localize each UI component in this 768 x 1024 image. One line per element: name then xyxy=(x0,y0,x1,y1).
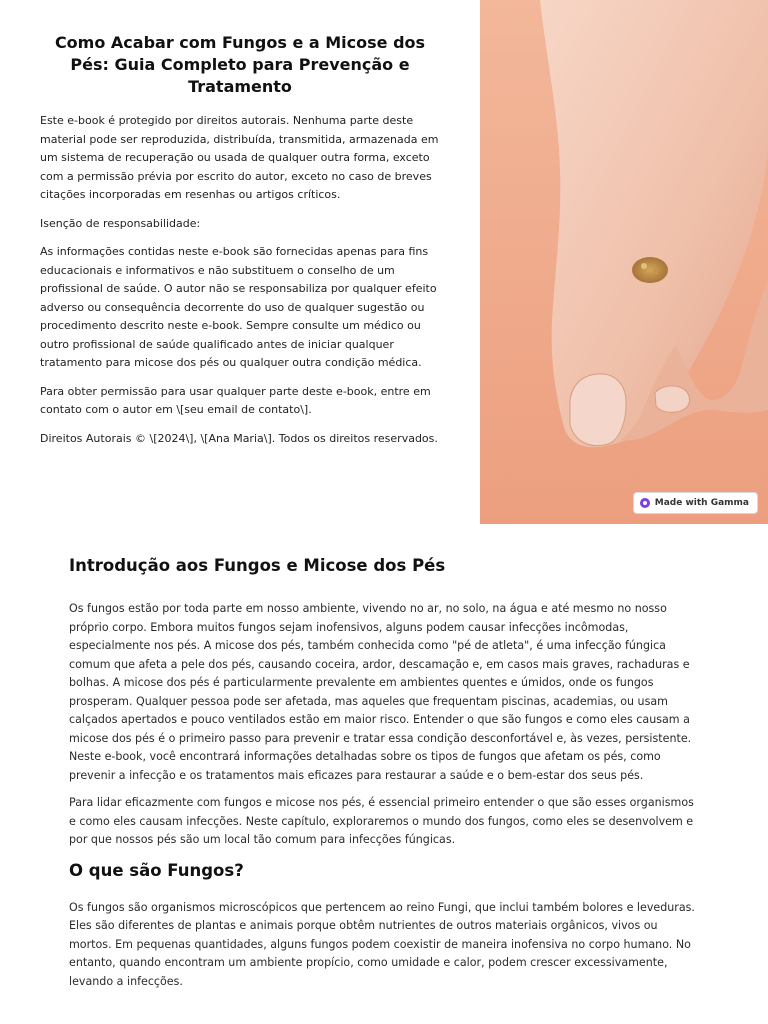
badge-label: Made with Gamma xyxy=(654,498,749,508)
chapter-page xyxy=(0,524,768,1024)
foot-illustration xyxy=(480,0,768,524)
chapter-overview-paragraph: Para lidar eficazmente com fungos e micose nos pés, é essencial primeiro entender o que são esses organismos e como eles causam infecções. Neste capítulo, exploraremos o mundo dos fungos, como eles se desenvolvem e por que nossos pés são um local tão comum para infecções fúngicas. xyxy=(69,796,694,846)
fungi-definition-paragraph: Os fungos são organismos microscópicos que pertencem ao reino Fungi, que inclui também bolores e leveduras. Eles são diferentes de plantas e animais porque obtêm nutrientes de outros materiais orgânicos, vivos ou mortos. Em pequenas quantidades, alguns fungos podem coexistir de maneira inofensiva no corpo humano. No entanto, quando encontram um ambiente propício, como umidade e calor, podem crescer excessivamente, levando a infecções. xyxy=(69,900,695,988)
permission-text: Para obter permissão para usar qualquer parte deste e-book, entre em contato com o autor em \[seu email de contato\]. xyxy=(40,384,431,416)
rights-reserved: Direitos Autorais © \[2024\], \[Ana Maria\]. Todos os direitos reservados. xyxy=(40,431,438,445)
section-heading: O que são Fungos? xyxy=(69,860,244,880)
cover-text-column xyxy=(40,32,440,458)
foot-photo xyxy=(480,0,768,524)
intro-paragraph: Os fungos estão por toda parte em nosso ambiente, vivendo no ar, no solo, na água e até mesmo no nosso próprio corpo. Embora muitos fungos sejam inofensivos, alguns podem causar infecções incômodas, especialmente nos pés. A micose dos pés, também conhecida como "pé de atleta", é uma infecção fúngica comum que afeta a pele dos pés, causando coceira, ardor, descamação e, em casos mais graves, rachaduras e bolhas. A micose dos pés é particularmente prevalente em ambientes quentes e úmidos, onde os fungos prosperam. Qualquer pessoa pode ser afetada, mas aqueles que frequentam piscinas, academias, ou usam calçados apertados e pouco ventilados estão em maior risco. Entender o que são fungos e como eles causam a micose dos pés é o primeiro passo para prevenir e tratar essa condição desconfortável e, às vezes, persistente. Neste e-book, você encontrará informações detalhadas sobre os tipos de fungos que afetam os pés, como prevenir a infecção e os tratamentos mais eficazes para restaurar a saúde e o bem-estar dos seus pés. xyxy=(69,602,692,782)
disclaimer-label: Isenção de responsabilidade: xyxy=(40,216,201,230)
copyright-notice: Este e-book é protegido por direitos autorais. Nenhuma parte deste material pode ser reproduzida, distribuída, transmitida, armazenada em um sistema de recuperação ou usada de qualquer outra forma, exceto com a permissão prévia por escrito do autor, exceto no caso de breves citações incorporadas em resenhas ou artigos críticos. xyxy=(40,114,439,201)
disclaimer-text: As informações contidas neste e-book são fornecidas apenas para fins educacionais e informativos e não substituem o conselho de um profissional de saúde. O autor não se responsabiliza por qualquer efeito adverso ou consequência decorrente do uso de qualquer sugestão ou procedimento descrito neste e-book. Sempre consulte um médico ou outro profissional de saúde qualificado antes de iniciar qualquer tratamento para micose dos pés ou qualquer outra condição médica. xyxy=(40,245,437,369)
made-with-gamma-badge[interactable] xyxy=(633,492,758,514)
chapter-content xyxy=(69,554,701,1000)
gamma-logo-icon xyxy=(640,498,650,508)
chapter-heading: Introdução aos Fungos e Micose dos Pés xyxy=(69,556,446,575)
document-title: Como Acabar com Fungos e a Micose dos Pés: Guia Completo para Prevenção e Tratamento xyxy=(54,33,426,96)
